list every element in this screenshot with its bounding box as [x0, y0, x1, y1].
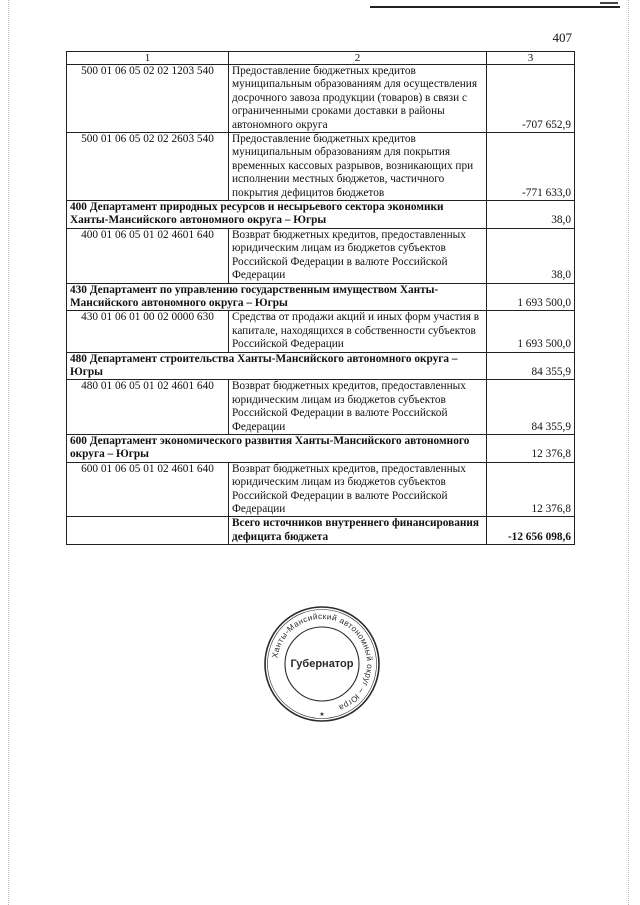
item-amount: 1 693 500,0 [487, 311, 575, 352]
table-row [67, 380, 575, 435]
stamp-ring-text: Ханты-Мансийский автономный округ – Югра [270, 611, 375, 713]
page-number: 407 [552, 30, 572, 45]
department-row [67, 434, 575, 462]
governor-seal-stamp [262, 604, 382, 724]
table-row [67, 133, 575, 201]
budget-code: 400 01 06 05 01 02 4601 640 [67, 228, 229, 283]
item-description: Средства от продажи акций и иных форм участия в капитале, находящихся в собственности субъектов Российской Федерации [229, 311, 487, 352]
item-amount: 12 376,8 [487, 462, 575, 517]
budget-code: 500 01 06 05 02 02 2603 540 [67, 133, 229, 201]
header-rule [370, 6, 620, 8]
header-rule-short [600, 2, 618, 4]
budget-code: 600 01 06 05 01 02 4601 640 [67, 462, 229, 517]
stamp-center-text: Губернатор [290, 658, 354, 670]
budget-code: 480 01 06 05 01 02 4601 640 [67, 380, 229, 435]
item-description: Возврат бюджетных кредитов, предоставленных юридическим лицам из бюджетов субъектов Российской Федерации в валюте Российской Федерации [229, 462, 487, 517]
department-amount: 38,0 [487, 201, 575, 229]
department-title: 480 Департамент строительства Ханты-Мансийского автономного округа – Югры [67, 352, 487, 380]
total-label: Всего источников внутреннего финансирования дефицита бюджета [229, 517, 487, 545]
department-amount: 84 355,9 [487, 352, 575, 380]
department-row [67, 201, 575, 229]
department-title: 400 Департамент природных ресурсов и несырьевого сектора экономики Ханты-Мансийского автономного округа – Югры [67, 201, 487, 229]
item-description: Возврат бюджетных кредитов, предоставленных юридическим лицам из бюджетов субъектов Российской Федерации в валюте Российской Федерации [229, 228, 487, 283]
budget-code: 500 01 06 05 02 02 1203 540 [67, 65, 229, 133]
table-row [67, 311, 575, 352]
department-row [67, 283, 575, 311]
table-row [67, 65, 575, 133]
column-header-2: 2 [229, 52, 487, 65]
table-row [67, 228, 575, 283]
table-header-row [67, 52, 575, 65]
column-header-3: 3 [487, 52, 575, 65]
department-title: 600 Департамент экономического развития Ханты-Мансийского автономного округа – Югры [67, 434, 487, 462]
item-amount: 84 355,9 [487, 380, 575, 435]
department-row [67, 352, 575, 380]
budget-code: 430 01 06 01 00 02 0000 630 [67, 311, 229, 352]
stamp-star-icon: ★ [319, 712, 325, 718]
total-row [67, 517, 575, 545]
item-description: Предоставление бюджетных кредитов муниципальным образованиям для осуществления досрочного завоза продукции (товаров) в связи с ограниченными сроками доставки в районы автономного округа [229, 65, 487, 133]
budget-sources-table [66, 51, 575, 545]
page-edge-right [628, 0, 630, 905]
item-amount: -771 633,0 [487, 133, 575, 201]
table-row [67, 462, 575, 517]
column-header-1: 1 [67, 52, 229, 65]
budget-code [67, 517, 229, 545]
item-amount: 38,0 [487, 228, 575, 283]
page-edge-left [8, 0, 10, 905]
item-description: Предоставление бюджетных кредитов муниципальным образованиям для покрытия временных кассовых разрывов, возникающих при исполнении местных бюджетов, частичного покрытия дефицитов бюджетов [229, 133, 487, 201]
item-description: Возврат бюджетных кредитов, предоставленных юридическим лицам из бюджетов субъектов Российской Федерации в валюте Российской Федерации [229, 380, 487, 435]
total-amount: -12 656 098,6 [487, 517, 575, 545]
department-amount: 12 376,8 [487, 434, 575, 462]
department-amount: 1 693 500,0 [487, 283, 575, 311]
item-amount: -707 652,9 [487, 65, 575, 133]
department-title: 430 Департамент по управлению государственным имуществом Ханты-Мансийского автономного округа – Югры [67, 283, 487, 311]
